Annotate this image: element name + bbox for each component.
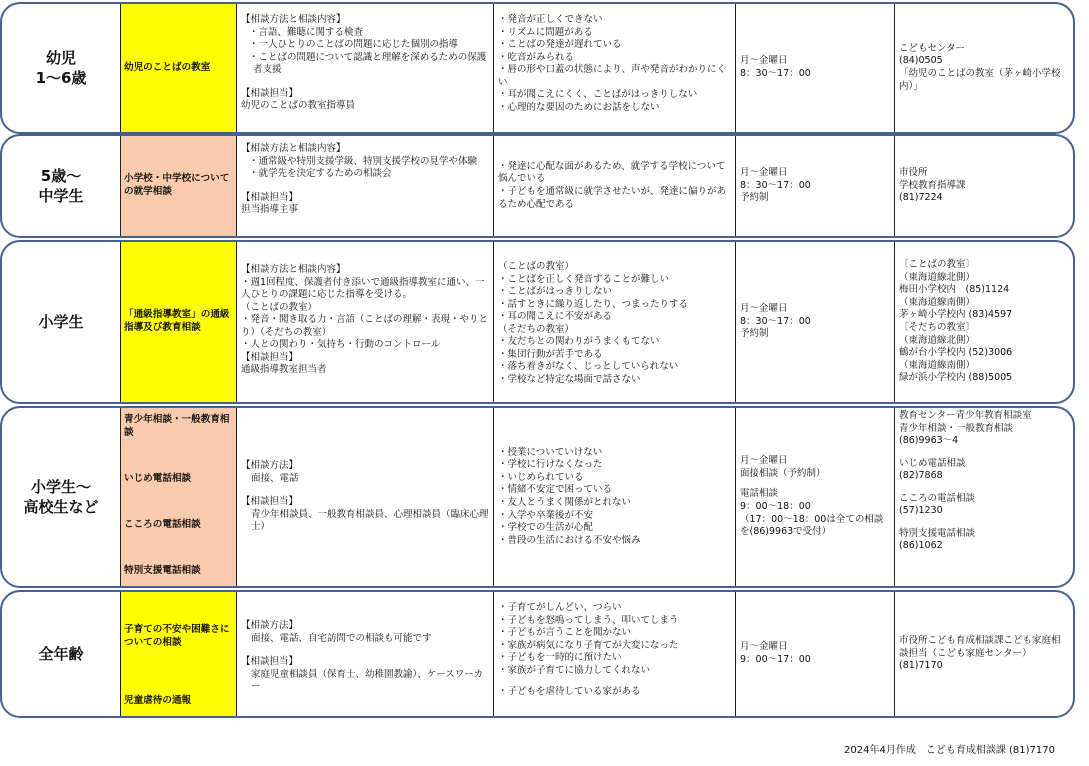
- contact-cell: [894, 242, 1073, 402]
- method-text: 面接、電話: [251, 472, 299, 484]
- symptom-item: ・集団行動が苦手である: [498, 348, 603, 360]
- method-item: ・ことばの問題について認識と理解を深めるための保護者支援: [249, 51, 487, 76]
- symptom-item: ・唇の形や口蓋の状態により、声や発音がわかりにくい: [498, 64, 727, 88]
- method-header: 【相談方法と相談内容】: [241, 264, 346, 275]
- symptom-item: ・話すときに繰り返したり、つまったりする: [498, 298, 689, 310]
- symptom-cell: [493, 592, 735, 716]
- time-cell: [735, 136, 894, 236]
- symptom-item: （ことばの教室）: [498, 261, 575, 272]
- method-item: ・言語、難聴に関する検査: [249, 26, 364, 38]
- time-line: 面接相談（予約制）: [740, 467, 826, 479]
- method-cell: [236, 136, 493, 236]
- time-line: 予約制: [740, 192, 769, 204]
- method-header: 【相談方法】: [241, 460, 299, 472]
- contact-line: 〔ことばの教室〕: [899, 259, 976, 271]
- symptom-item: ・耳が聞こえにくく、ことばがはっきりしない: [498, 89, 698, 101]
- method-header: 【相談方法】: [241, 620, 299, 631]
- row-youth: [0, 406, 1075, 588]
- service-name: 児童虐待の通報: [124, 695, 192, 707]
- time-line: 予約制: [740, 328, 769, 340]
- contact-cell: [894, 408, 1073, 586]
- contact-line: 茅ヶ崎小学校内 (83)4597: [899, 309, 1013, 321]
- time-line: 9：00～18：00: [740, 501, 811, 512]
- row-enrollment: [0, 134, 1075, 238]
- symptom-item: ・発達に心配な面があるため、就学する学校について悩んでいる: [498, 160, 726, 185]
- contact-line: (84)0505: [899, 55, 943, 67]
- symptom-item: ・耳の聞こえに不安がある: [498, 311, 613, 323]
- service-name: 幼児のことばの教室: [124, 61, 211, 73]
- row-elementary: [0, 240, 1075, 404]
- time-line: 月～金曜日: [740, 167, 788, 179]
- contact-cell: [894, 136, 1073, 236]
- time-cell: [735, 408, 894, 586]
- method-item: ・通常級や特別支援学級、特別支援学校の見学や体験: [249, 155, 478, 167]
- staff-text: 幼児のことばの教室指導員: [241, 100, 356, 112]
- symptom-item: ・家族が病気になり子育てが大変になった: [498, 639, 679, 651]
- symptom-item: ・学校に行けなくなった: [498, 459, 603, 471]
- service-name-cell: [120, 242, 236, 402]
- contact-line: 青少年相談・一般教育相談: [899, 422, 1014, 434]
- contact-cell: [894, 4, 1073, 132]
- symptom-item: ・ことばがはっきりしない: [498, 286, 613, 298]
- symptom-item: ・友人とうまく関係がとれない: [498, 497, 632, 508]
- time-line: 月～金曜日: [740, 303, 788, 315]
- time-line: （17：00～18：00は全ての相談を(86)9963で受付）: [740, 513, 884, 538]
- service-name: こころの電話相談: [124, 519, 201, 531]
- footer-note: 2024年4月作成 こども育成相談課 (81)7170: [844, 745, 1055, 756]
- contact-line: (81)7224: [899, 192, 943, 204]
- symptom-item: （そだちの教室）: [498, 323, 575, 335]
- service-name: 特別支援電話相談: [124, 565, 201, 577]
- service-name-stack: [124, 414, 233, 578]
- contact-cell: [894, 592, 1073, 716]
- symptom-item: ・情緒不安定で困っている: [498, 484, 613, 496]
- age-label: 5歳～ 中学生: [38, 166, 84, 205]
- time-line: 8：30～17：00: [740, 179, 811, 191]
- service-name: 小学校・中学校についての就学相談: [124, 173, 230, 197]
- contact-line: いじめ電話相談: [899, 457, 966, 469]
- contact-line: （東海道線南側）: [899, 296, 976, 308]
- method-header: 【相談方法と相談内容】: [241, 143, 346, 154]
- staff-header: 【相談担当】: [241, 87, 299, 99]
- symptom-item: ・子どもが言うことを聞かない: [498, 627, 632, 639]
- symptom-cell: [493, 136, 735, 236]
- service-name-cell: [120, 4, 236, 132]
- symptom-item: ・子どもを怒鳴ってしまう、叩いてしまう: [498, 614, 679, 626]
- symptom-item: ・発音が正しくできない: [498, 14, 603, 25]
- time-cell: [735, 4, 894, 132]
- staff-text: 通級指導教室担当者: [241, 364, 327, 376]
- staff-text: 家庭児童相談員（保育士、幼稚園教諭）、ケースワーカー: [251, 668, 484, 693]
- contact-line: 市役所こども育成相談課こども家庭相談担当（こども家庭センター）: [899, 635, 1061, 659]
- staff-header: 【相談担当】: [241, 351, 299, 363]
- time-line: 8：30～17：00: [740, 315, 811, 327]
- symptom-item: ・心理的な要因のためにお話をしない: [498, 101, 660, 113]
- service-name-cell: [120, 592, 236, 716]
- contact-line: （東海道線南側）: [899, 359, 976, 371]
- staff-header: 【相談担当】: [241, 656, 299, 668]
- row-infant: [0, 2, 1075, 134]
- service-name: 「通級指導教室」の通級指導及び教育相談: [124, 309, 230, 333]
- age-label: 小学生: [38, 312, 84, 331]
- method-cell: [236, 242, 493, 402]
- time-cell: [735, 242, 894, 402]
- time-cell: [735, 592, 894, 716]
- contact-line: 梅田小学校内 (85)1124: [899, 284, 1010, 296]
- symptom-item: ・学校など特定な場面で話さない: [498, 373, 641, 385]
- method-text: 面接、電話、自宅訪問での相談も可能です: [251, 632, 432, 644]
- symptom-item: ・ことばの発達が遅れている: [498, 39, 622, 51]
- symptom-item: ・普段の生活における不安や悩み: [498, 534, 641, 546]
- age-label: 幼児 1～6歳: [35, 48, 87, 87]
- service-name: いじめ電話相談: [124, 472, 192, 484]
- symptom-item: ・学校での生活が心配: [498, 522, 594, 534]
- symptom-item: ・落ち着きがなく、じっとしていられない: [498, 361, 679, 373]
- symptom-item: ・友だちとの関わりがうまくもてない: [498, 336, 660, 348]
- symptom-item: ・リズムに問題がある: [498, 26, 593, 38]
- method-cell: [236, 4, 493, 132]
- symptom-item: ・吃音がみられる: [498, 51, 575, 63]
- contact-line: 教育センター青少年教育相談室: [899, 410, 1032, 421]
- contact-line: こどもセンター: [899, 42, 966, 54]
- contact-line: (57)1230: [899, 505, 943, 517]
- contact-line: 鶴が台小学校内 (52)3006: [899, 347, 1013, 359]
- symptom-cell: [493, 408, 735, 586]
- symptom-cell: [493, 242, 735, 402]
- symptom-item: ・授業についていけない: [498, 446, 603, 458]
- symptom-item: ・子どもを一時的に預けたい: [498, 652, 622, 664]
- service-name: 子育ての不安や困難さについての相談: [124, 624, 230, 648]
- symptom-item: ・子育てがしんどい、つらい: [498, 602, 622, 613]
- staff-header: 【相談担当】: [241, 191, 299, 203]
- staff-header: 【相談担当】: [241, 496, 299, 508]
- method-item: ・人との関わり・気持ち・行動のコントロール: [241, 339, 441, 351]
- method-cell: [236, 592, 493, 716]
- time-line: 電話相談: [740, 488, 779, 500]
- time-line: 月～金曜日: [740, 641, 788, 653]
- method-header: 【相談方法と相談内容】: [241, 14, 346, 25]
- contact-line: （東海道線北側）: [899, 334, 976, 346]
- contact-line: 「幼児のことばの教室（茅ヶ崎小学校内）」: [899, 68, 1061, 92]
- time-line: 9：00～17：00: [740, 654, 811, 665]
- contact-line: （東海道線北側）: [899, 271, 976, 283]
- method-item: ・就学先を決定するための相談会: [249, 168, 392, 180]
- contact-line: (82)7868: [899, 470, 943, 482]
- symptom-item: ・家族が子育てに協力してくれない: [498, 664, 651, 676]
- age-label: 小学生～ 高校生など: [23, 477, 99, 516]
- contact-line: 〔そだちの教室〕: [899, 322, 976, 333]
- contact-line: 特別支援電話相談: [899, 527, 976, 539]
- symptom-item: ・ことばを正しく発音することが難しい: [498, 273, 670, 285]
- method-item: （ことばの教室）: [241, 301, 318, 313]
- symptom-item: ・いじめられている: [498, 471, 584, 483]
- contact-line: こころの電話相談: [899, 492, 976, 504]
- staff-text: 青少年相談員、一般教育相談員、心理相談員（臨床心理士）: [251, 508, 489, 533]
- time-line: 月～金曜日: [740, 55, 788, 67]
- staff-text: 担当指導主事: [241, 204, 299, 216]
- service-name: 青少年相談・一般教育相談: [124, 414, 230, 438]
- symptom-item: ・子どもを通常級に就学させたいが、発達に偏りがあるため心配である: [498, 186, 727, 210]
- contact-line: (81)7170: [899, 660, 943, 672]
- method-cell: [236, 408, 493, 586]
- method-item: ・一人ひとりのことばの問題に応じた個別の指導: [249, 39, 459, 51]
- service-name-stack: [124, 624, 233, 708]
- symptom-item: ・子どもを虐待している家がある: [498, 686, 641, 698]
- method-item: ・発音・聞き取る力・言語（ことばの理解・表現・やりとり）（そだちの教室）: [241, 314, 489, 338]
- time-line: 月～金曜日: [740, 455, 788, 467]
- time-line: 8：30～17：00: [740, 68, 811, 79]
- contact-line: 市役所: [899, 167, 928, 179]
- service-name-cell: [120, 136, 236, 236]
- age-label: 全年齢: [38, 644, 84, 663]
- symptom-item: ・入学や卒業後が不安: [498, 509, 594, 521]
- contact-line: 学校教育指導課: [899, 179, 966, 191]
- service-name-cell: [120, 408, 236, 586]
- contact-line: (86)9963～4: [899, 435, 959, 447]
- contact-line: 緑が浜小学校内 (88)5005: [899, 372, 1013, 384]
- method-item: ・週1回程度、保護者付き添いで通級指導教室に通い、一人ひとりの課題に応じた指導を受ける。: [241, 276, 485, 301]
- symptom-cell: [493, 4, 735, 132]
- contact-line: (86)1062: [899, 540, 943, 552]
- row-all-ages: [0, 590, 1075, 718]
